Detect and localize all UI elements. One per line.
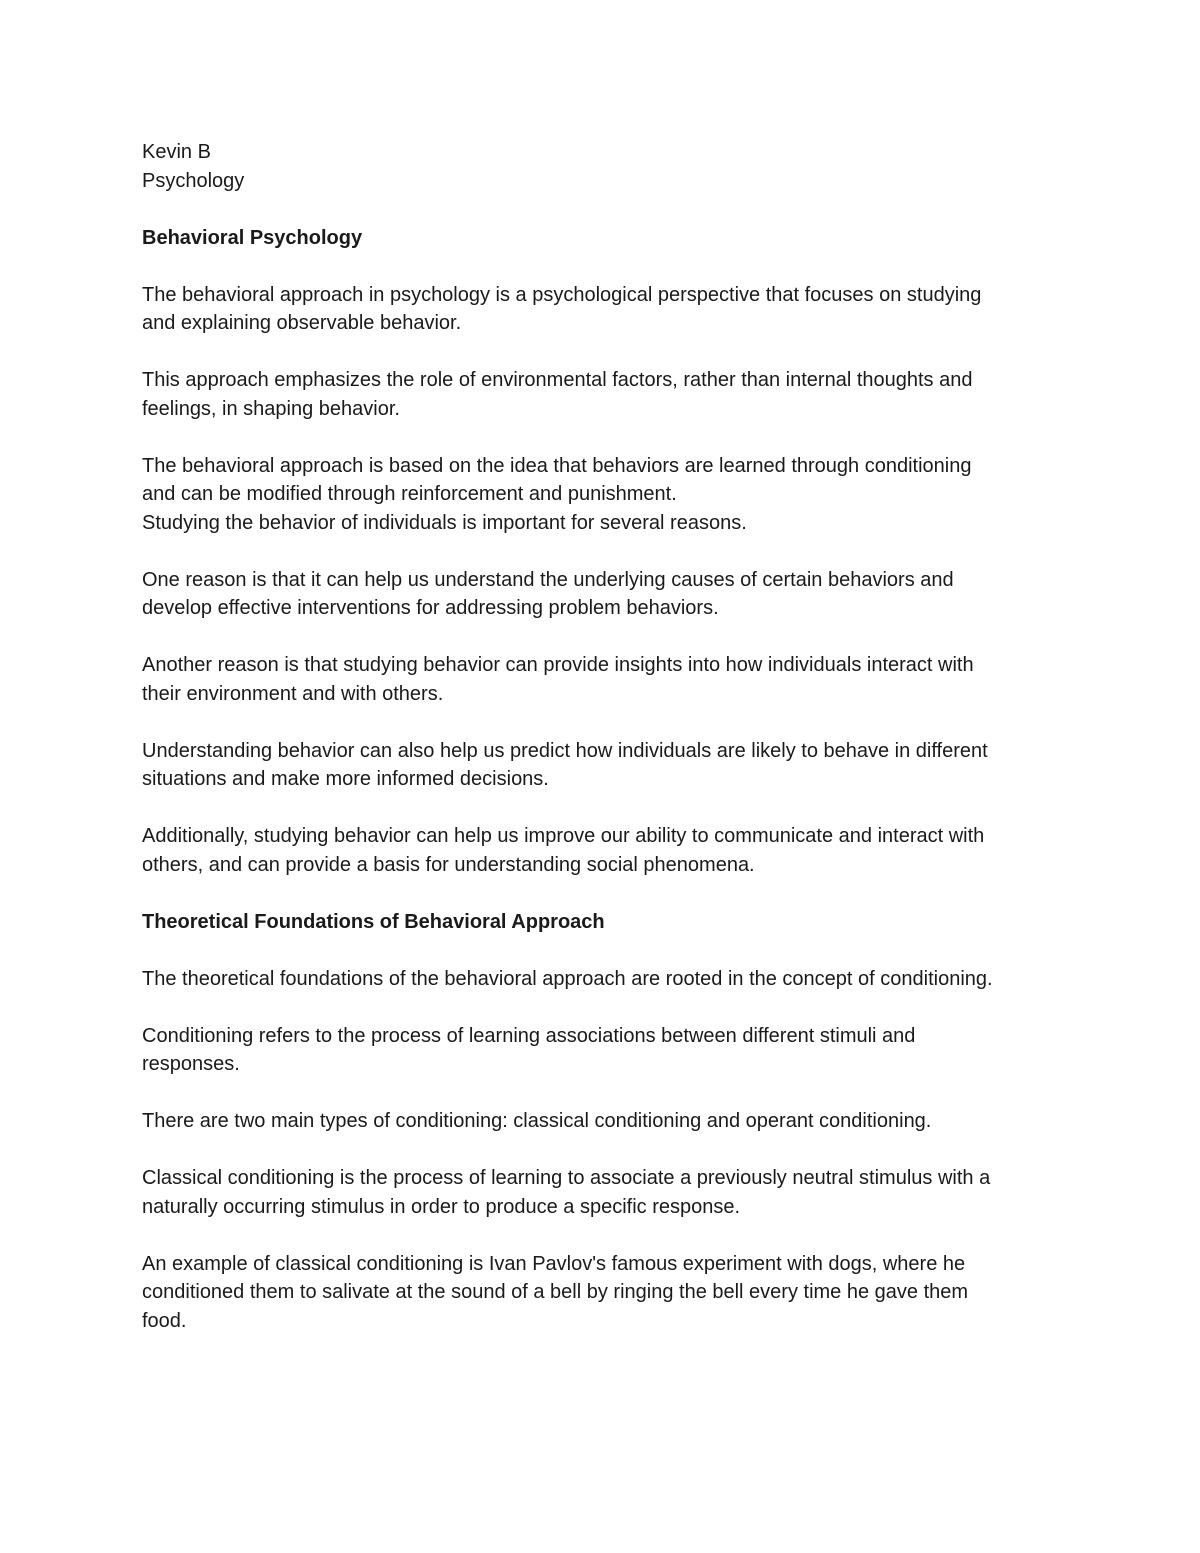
paragraph-line: situations and make more informed decisions. [142,768,549,790]
paragraph-line: food. [142,1309,187,1332]
paragraph [142,737,1072,794]
paragraph-line: naturally occurring stimulus in order to produce a specific response. [142,1195,741,1218]
paragraph-line: and explaining observable behavior. [142,312,462,334]
paragraph-line: Another reason is that studying behavior can provide insights into how individuals interact with [142,654,974,676]
author-name: Kevin B [142,141,211,163]
paragraph-line: The theoretical foundations of the behavioral approach are rooted in the concept of conditioning. [142,967,993,990]
paragraph [142,965,1072,994]
paragraph [142,1164,1072,1221]
paragraph-line: responses. [142,1053,240,1075]
paragraph [142,1022,1072,1079]
paragraph-line: There are two main types of conditioning: classical conditioning and operant conditioning. [142,1110,932,1132]
course-name: Psychology [142,169,245,192]
paragraph [142,366,1072,423]
paragraph-line: develop effective interventions for addressing problem behaviors. [142,597,719,619]
paragraph-line: The behavioral approach in psychology is a psychological perspective that focuses on studying [142,283,982,306]
paragraph-line: Studying the behavior of individuals is important for several reasons. [142,511,747,534]
paragraph-line: their environment and with others. [142,682,444,705]
paragraph-line: An example of classical conditioning is Ivan Pavlov's famous experiment with dogs, where he [142,1252,966,1275]
paragraph [142,509,1072,538]
document-header [142,138,1072,195]
paragraph [142,281,1072,338]
paragraph-line: The behavioral approach is based on the idea that behaviors are learned through conditioning [142,454,972,477]
paragraph-line: and can be modified through reinforcement and punishment. [142,483,677,505]
paragraph-line: Classical conditioning is the process of learning to associate a previously neutral stimulus with a [142,1167,991,1189]
section-heading: Theoretical Foundations of Behavioral Approach [142,910,605,933]
paragraph-line: others, and can provide a basis for understanding social phenomena. [142,853,755,876]
paragraph [142,566,1072,623]
paragraph-line: conditioned them to salivate at the sound of a bell by ringing the bell every time he gave them [142,1281,969,1303]
paragraph-line: Conditioning refers to the process of learning associations between different stimuli and [142,1024,916,1047]
section-heading: Behavioral Psychology [142,226,363,249]
paragraph-line: This approach emphasizes the role of environmental factors, rather than internal thoughts and [142,369,973,391]
paragraph [142,1107,1072,1136]
paragraph-line: One reason is that it can help us understand the underlying causes of certain behaviors and [142,568,954,591]
paragraph-line: Understanding behavior can also help us predict how individuals are likely to behave in different [142,739,988,762]
paragraph [142,651,1072,708]
paragraph [142,822,1072,879]
document-body [142,138,1072,1364]
paragraph [142,1250,1072,1336]
paragraph [142,452,1072,509]
paragraph-line: Additionally, studying behavior can help us improve our ability to communicate and interact with [142,825,985,847]
paragraph-line: feelings, in shaping behavior. [142,397,400,420]
